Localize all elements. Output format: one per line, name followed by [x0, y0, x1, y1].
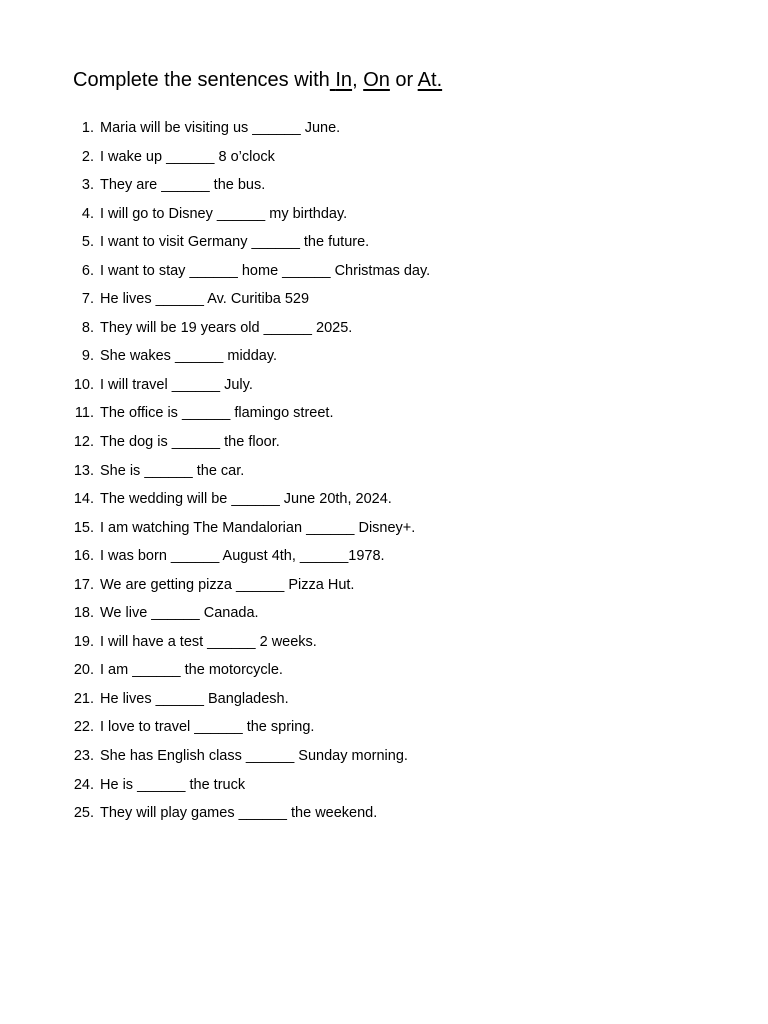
list-item — [72, 344, 692, 373]
item-sentence: I will travel ______ July. — [100, 376, 253, 393]
item-sentence: I want to stay ______ home ______ Christmas day. — [100, 262, 431, 279]
item-number: 25. — [73, 805, 94, 822]
title-prefix: Complete the sentences with — [73, 69, 330, 91]
list-item — [72, 202, 692, 231]
item-number: 9. — [81, 348, 94, 365]
item-sentence: I wake up ______ 8 o’clock — [100, 148, 275, 165]
list-item — [72, 430, 692, 459]
list-item — [72, 459, 692, 488]
item-number: 22. — [73, 719, 94, 736]
item-sentence: She is ______ the car. — [100, 462, 245, 479]
sentence-list — [72, 116, 692, 830]
list-item — [72, 687, 692, 716]
item-number: 6. — [81, 262, 94, 279]
item-sentence: I am ______ the motorcycle. — [100, 662, 283, 679]
item-sentence: I was born ______ August 4th, ______1978. — [100, 548, 385, 565]
title-option-at: At. — [417, 69, 443, 91]
list-item — [72, 401, 692, 430]
list-item — [72, 801, 692, 830]
item-sentence: He is ______ the truck — [100, 776, 246, 793]
item-number: 10. — [73, 376, 94, 393]
list-item — [72, 145, 692, 174]
item-number: 1. — [81, 120, 94, 136]
list-item — [72, 173, 692, 202]
title-option-on: On — [363, 69, 390, 91]
list-item — [72, 630, 692, 659]
item-sentence: I want to visit Germany ______ the future. — [100, 234, 370, 251]
item-sentence: She wakes ______ midday. — [100, 348, 278, 365]
item-sentence: I love to travel ______ the spring. — [100, 719, 315, 736]
list-item — [72, 573, 692, 602]
item-number: 19. — [73, 633, 94, 650]
item-number: 20. — [73, 662, 94, 679]
item-number: 13. — [73, 462, 94, 479]
title-separator-2: or — [389, 69, 418, 91]
item-number: 15. — [73, 519, 94, 536]
item-number: 17. — [73, 576, 94, 593]
item-sentence: He lives ______ Bangladesh. — [100, 690, 289, 707]
item-sentence: I am watching The Mandalorian ______ Disney+. — [100, 519, 416, 536]
item-number: 7. — [81, 291, 94, 308]
item-number: 5. — [81, 234, 94, 251]
item-sentence: We live ______ Canada. — [100, 605, 259, 622]
item-sentence: The wedding will be ______ June 20th, 2024. — [100, 491, 392, 508]
list-item — [72, 373, 692, 402]
item-number: 18. — [73, 605, 94, 622]
item-sentence: The office is ______ flamingo street. — [100, 405, 334, 422]
list-item — [72, 259, 692, 288]
item-sentence: Maria will be visiting us ______ June. — [100, 120, 341, 136]
item-sentence: We are getting pizza ______ Pizza Hut. — [100, 576, 355, 593]
item-sentence: I will go to Disney ______ my birthday. — [100, 205, 348, 222]
list-item — [72, 601, 692, 630]
item-sentence: He lives ______ Av. Curitiba 529 — [100, 291, 310, 308]
item-sentence: She has English class ______ Sunday morning. — [100, 748, 408, 765]
list-item — [72, 316, 692, 345]
item-sentence: I will have a test ______ 2 weeks. — [100, 633, 317, 650]
item-number: 4. — [81, 205, 94, 222]
item-number: 21. — [73, 690, 94, 707]
item-sentence: They will be 19 years old ______ 2025. — [100, 319, 353, 336]
item-number: 14. — [73, 491, 94, 508]
item-number: 16. — [73, 548, 94, 565]
worksheet-title — [73, 66, 442, 94]
item-number: 23. — [73, 748, 94, 765]
list-item — [72, 516, 692, 545]
title-separator-1: , — [352, 69, 364, 91]
item-number: 2. — [81, 148, 94, 165]
item-number: 12. — [73, 434, 94, 451]
list-item — [72, 487, 692, 516]
list-item — [72, 773, 692, 802]
list-item — [72, 658, 692, 687]
item-sentence: They will play games ______ the weekend. — [100, 805, 378, 822]
item-number: 8. — [81, 319, 94, 336]
title-option-in: In — [335, 69, 353, 91]
list-item — [72, 116, 692, 145]
item-number: 11. — [74, 405, 94, 422]
item-number: 24. — [73, 776, 94, 793]
list-item — [72, 744, 692, 773]
list-item — [72, 230, 692, 259]
item-sentence: They are ______ the bus. — [100, 177, 266, 194]
list-item — [72, 544, 692, 573]
list-item — [72, 287, 692, 316]
item-number: 3. — [81, 177, 94, 194]
list-item — [72, 715, 692, 744]
item-sentence: The dog is ______ the floor. — [100, 434, 280, 451]
